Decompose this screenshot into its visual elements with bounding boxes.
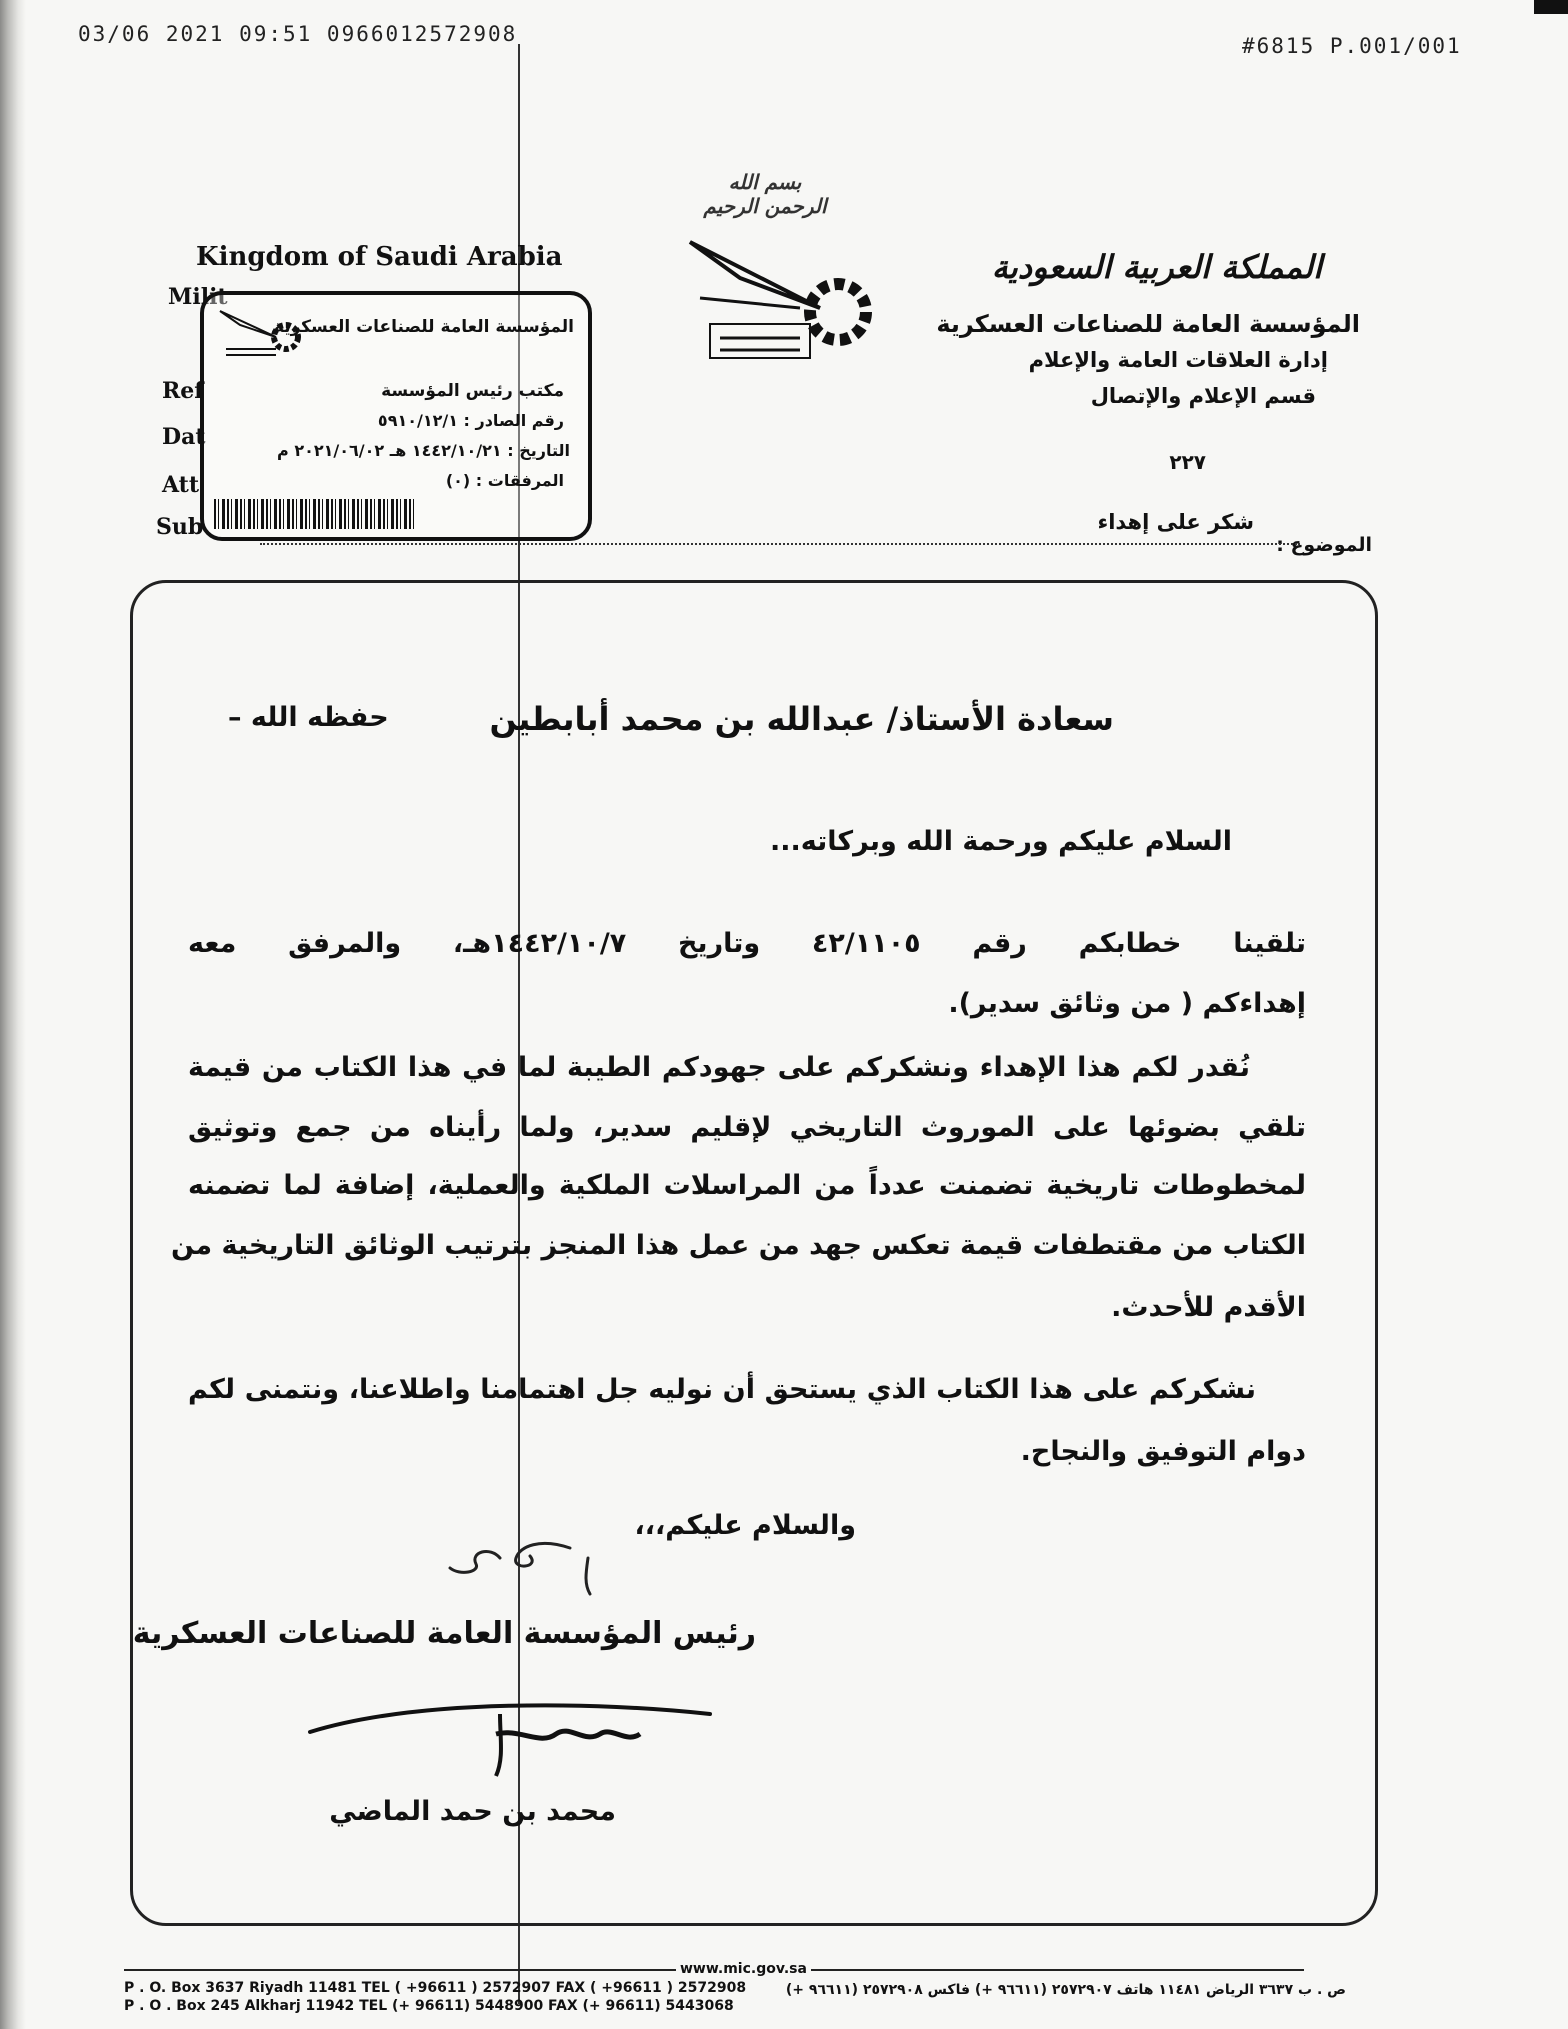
signer-title: رئيس المؤسسة العامة للصناعات العسكرية xyxy=(132,1616,756,1651)
stamp-office: مكتب رئيس المؤسسة xyxy=(381,381,564,401)
fax-header-left: 03/06 2021 09:51 0966012572908 xyxy=(78,22,518,46)
closing-line: والسلام عليكم،،، xyxy=(634,1510,856,1541)
department-name-ar: إدارة العلاقات العامة والإعلام xyxy=(1028,348,1328,372)
paragraph-1-line-1: تلقينا خطابكم رقم ٤٢/١١٠٥ وتاريخ ١٤٤٢/١٠/٧هـ، والمرفق معه xyxy=(188,928,1306,959)
stamp-barcode xyxy=(214,499,414,529)
fax-header-right: #6815 P.001/001 xyxy=(1242,34,1462,58)
incoming-stamp xyxy=(200,291,592,541)
stamp-issue-number: رقم الصادر : ٥٩١٠/١٢/١ xyxy=(377,411,564,430)
greeting-line: السلام عليكم ورحمة الله وبركاته... xyxy=(769,826,1232,857)
subject-dotted-line xyxy=(260,543,1300,545)
footer-address-en-2: P . O . Box 245 Alkharj 11942 TEL (+ 96611) 5448900 FAX (+ 96611) 5443068 xyxy=(124,1998,734,2014)
kingdom-name-en: Kingdom of Saudi Arabia xyxy=(196,242,563,272)
salutation-suffix: حفظه الله – xyxy=(228,702,389,733)
stamp-date: التاريخ : ١٤٤٢/١٠/٢١ هـ ٢٠٢١/٠٦/٠٢ م xyxy=(277,441,570,460)
subject-label-ar: الموضوع : xyxy=(1276,534,1372,556)
footer-address-en-1: P . O. Box 3637 Riyadh 11481 TEL ( +96611 ) 2572907 FAX ( +96611 ) 2572908 xyxy=(124,1980,747,1996)
footer-website: www.mic.gov.sa xyxy=(676,1961,811,1977)
date-label-en: Dat xyxy=(162,424,206,450)
subject-text: شكر على إهداء xyxy=(1097,510,1254,534)
paragraph-2-line-4: الكتاب من مقتطفات قيمة تعكس جهد من عمل هذا المنجز بترتيب الوثائق التاريخية من xyxy=(171,1230,1306,1261)
subject-label-en: Sub xyxy=(156,514,204,540)
mic-logo-icon xyxy=(680,238,880,366)
paragraph-3-line-1: نشكركم على هذا الكتاب الذي يستحق أن نوليه جل اهتمامنا واطلاعنا، ونتمنى لكم xyxy=(188,1374,1256,1405)
paragraph-2-line-2: تلقي بضوئها على الموروث التاريخي لإقليم سدير، ولما رأيناه من جمع وتوثيق xyxy=(188,1112,1306,1143)
attachments-label-en: Att xyxy=(162,472,200,498)
paragraph-3-line-2: دوام التوفيق والنجاح. xyxy=(1020,1436,1306,1467)
military-industries-en: Milit xyxy=(168,284,228,310)
section-name-ar: قسم الإعلام والإتصال xyxy=(1090,384,1316,408)
signer-name: محمد بن حمد الماضي xyxy=(329,1796,616,1827)
paragraph-1-line-2: إهداءكم ( من وثائق سدير). xyxy=(948,988,1306,1019)
scan-edge-shadow xyxy=(0,0,26,2029)
signature xyxy=(300,1688,720,1778)
paragraph-2-line-5: الأقدم للأحدث. xyxy=(1111,1292,1306,1323)
stamp-organization: المؤسسة العامة للصناعات العسكرية xyxy=(273,317,574,337)
kingdom-name-ar: المملكة العربية السعودية xyxy=(991,248,1322,286)
scan-corner-mark xyxy=(1534,0,1568,14)
paragraph-2-line-1: نُقدر لكم هذا الإهداء ونشكركم على جهودكم الطيبة لما في هذا الكتاب من قيمة xyxy=(188,1052,1250,1083)
footer-address-ar: ص . ب ٣٦٣٧ الرياض ١١٤٨١ هاتف ٢٥٧٢٩٠٧ (٩٦٦١١ +) فاكس ٢٥٧٢٩٠٨ (٩٦٦١١ +) xyxy=(785,1982,1346,1998)
ref-label-en: Ref xyxy=(162,378,204,404)
paragraph-2-line-3: لمخطوطات تاريخية تضمنت عدداً من المراسلات الملكية والعملية، إضافة لما تضمنه xyxy=(188,1170,1306,1201)
handwritten-initials xyxy=(420,1528,620,1598)
stamp-attachments: المرفقات : (٠) xyxy=(445,471,564,490)
recipient-salutation: سعادة الأستاذ/ عبدالله بن محمد أبابطين xyxy=(489,700,1114,738)
reference-number: ٢٢٧ xyxy=(1169,450,1206,474)
basmala: بسم الله الرحمن الرحيم xyxy=(703,170,827,218)
organization-name-ar: المؤسسة العامة للصناعات العسكرية xyxy=(936,310,1360,338)
